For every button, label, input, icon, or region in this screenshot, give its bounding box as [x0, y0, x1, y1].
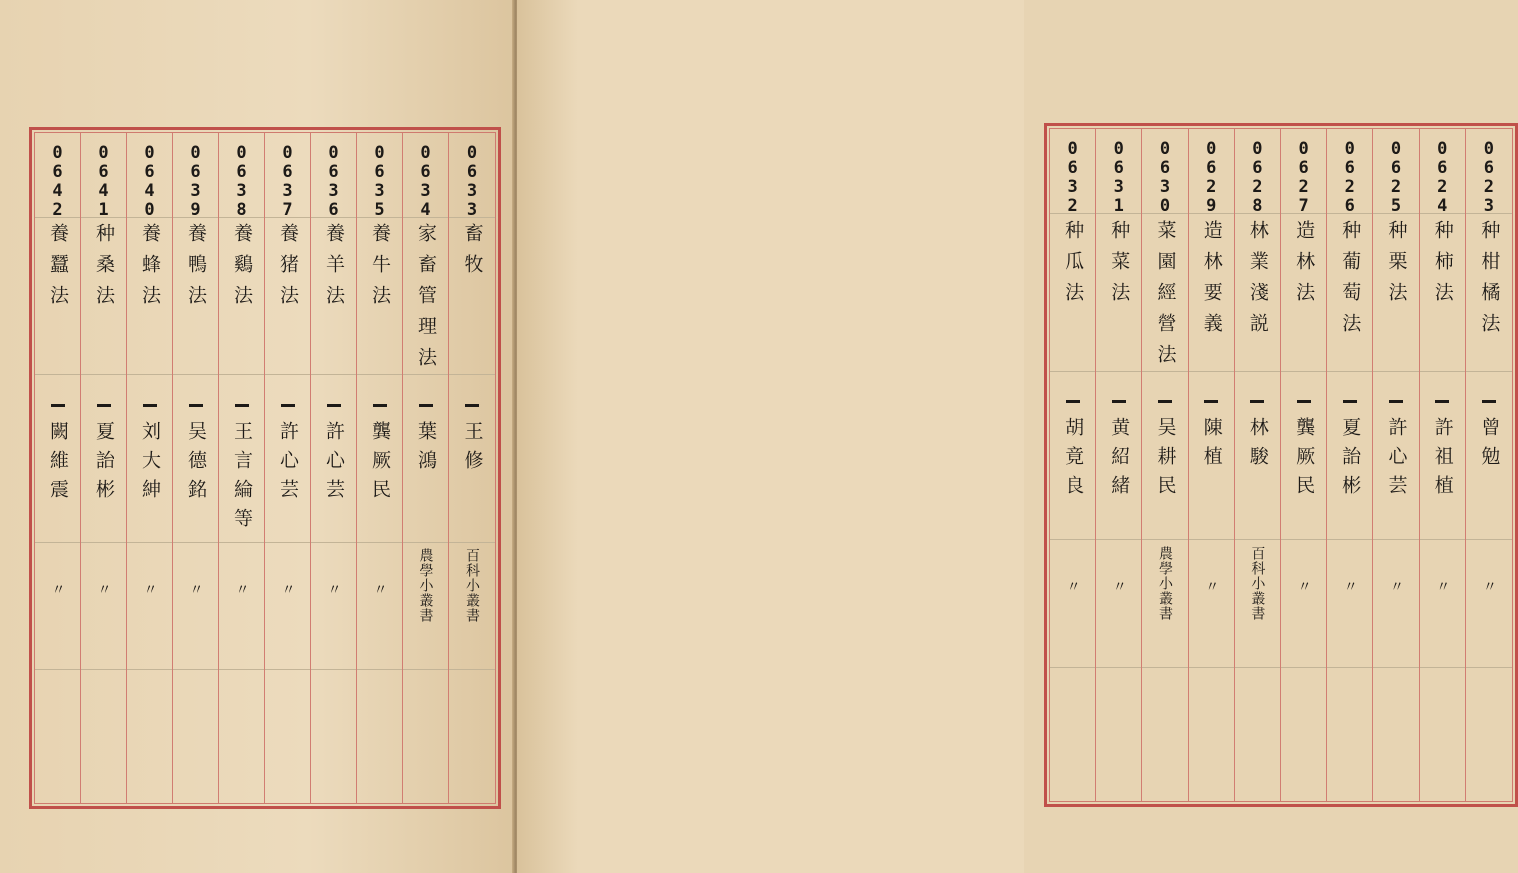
entry-title: 种栗法 — [1385, 219, 1408, 313]
entry-title-cell — [1189, 220, 1234, 344]
entry-title-cell — [173, 223, 218, 316]
entry-author: 胡竟良 — [1062, 417, 1085, 505]
entry-author: 許心芸 — [323, 420, 345, 508]
left-catalog-column — [403, 133, 449, 803]
entry-number-cell — [449, 143, 495, 219]
entry-series-note-cell — [1096, 579, 1141, 594]
entry-series-note: 〃 — [1480, 579, 1497, 595]
entry-author: 龔厥民 — [369, 420, 391, 508]
entry-author-cell — [1096, 384, 1141, 504]
entry-author-cell — [127, 388, 172, 508]
entry-number: 0630 — [1154, 139, 1175, 216]
entry-series-note-cell — [1327, 579, 1372, 594]
right-ruled-frame — [1044, 123, 1518, 807]
dash-mark — [1158, 400, 1172, 403]
entry-number-cell — [311, 143, 356, 219]
entry-title: 种柑橘法 — [1478, 219, 1501, 344]
entry-series-note: 〃 — [1295, 579, 1312, 595]
entry-author-cell — [1327, 384, 1372, 504]
right-catalog-column — [1189, 129, 1235, 801]
entry-number: 0627 — [1293, 139, 1314, 216]
right-frame-inner — [1049, 128, 1513, 802]
entry-author: 許心芸 — [1385, 417, 1408, 505]
entry-author: 夏詒彬 — [93, 420, 115, 508]
right-catalog-column — [1420, 129, 1466, 801]
entry-author-cell — [173, 388, 218, 508]
entry-author-cell — [1050, 384, 1095, 504]
entry-author-cell — [1373, 384, 1418, 504]
entry-number: 0634 — [415, 143, 436, 220]
entry-number: 0629 — [1201, 139, 1222, 216]
dash-mark — [235, 404, 249, 407]
entry-author-cell — [1420, 384, 1465, 504]
left-catalog-column — [219, 133, 265, 803]
entry-number-cell — [219, 143, 264, 219]
left-catalog-column — [35, 133, 81, 803]
entry-title-cell — [219, 223, 264, 316]
entry-title-cell — [1420, 220, 1465, 313]
entry-author: 龔厥民 — [1293, 417, 1316, 505]
right-catalog-column — [1281, 129, 1327, 801]
entry-number-cell — [81, 143, 126, 219]
entry-series-note-cell — [1420, 579, 1465, 594]
dash-mark — [51, 404, 65, 407]
entry-series-note-cell — [1373, 579, 1418, 594]
entry-title: 种菜法 — [1108, 219, 1131, 313]
entry-title-cell — [403, 223, 448, 378]
entry-series-note-cell — [1281, 579, 1326, 594]
entry-author: 王言綸等 — [231, 420, 253, 537]
entry-number: 0626 — [1339, 139, 1360, 216]
entry-title: 种柿法 — [1431, 219, 1454, 313]
dash-mark — [1066, 400, 1080, 403]
entry-title: 養鴨法 — [185, 223, 207, 317]
left-ruled-frame — [29, 127, 501, 809]
dash-mark — [419, 404, 433, 407]
right-catalog-column — [1096, 129, 1142, 801]
entry-title: 种瓜法 — [1062, 219, 1085, 313]
entry-series-note: 〃 — [1064, 579, 1081, 595]
entry-title-cell — [1050, 220, 1095, 313]
entry-series-note: 〃 — [371, 581, 388, 597]
right-catalog-column — [1327, 129, 1373, 801]
dash-mark — [97, 404, 111, 407]
dash-mark — [143, 404, 157, 407]
entry-number: 0633 — [462, 143, 482, 220]
entry-series-note-cell — [173, 582, 218, 597]
entry-series-note-cell — [1142, 546, 1187, 621]
entry-author: 陳植 — [1200, 417, 1223, 476]
left-catalog-column — [449, 133, 495, 803]
entry-series-note-cell — [1050, 579, 1095, 594]
entry-number: 0628 — [1247, 139, 1268, 216]
right-catalog-column — [1142, 129, 1188, 801]
entry-series-note-cell — [357, 582, 402, 597]
entry-series-note: 〃 — [141, 581, 158, 597]
entry-number: 0637 — [277, 143, 298, 220]
entry-number: 0639 — [185, 143, 206, 220]
entry-number: 0635 — [369, 143, 390, 220]
dash-mark — [189, 404, 203, 407]
entry-number: 0642 — [47, 143, 68, 220]
entry-author-cell — [1189, 384, 1234, 475]
entry-title: 家畜管理法 — [415, 223, 437, 379]
entry-author-cell — [219, 388, 264, 537]
entry-title-cell — [1466, 220, 1512, 344]
entry-series-note: 百科小叢書 — [464, 548, 480, 624]
entry-number-cell — [1466, 139, 1512, 215]
entry-number-cell — [357, 143, 402, 219]
entry-author-cell — [265, 388, 310, 508]
dash-mark — [465, 404, 479, 407]
entry-number: 0638 — [231, 143, 252, 220]
left-catalog-column — [127, 133, 173, 803]
entry-number-cell — [1142, 139, 1187, 215]
right-catalog-column — [1235, 129, 1281, 801]
entry-title: 養鷄法 — [231, 223, 253, 317]
entry-series-note: 百科小叢書 — [1249, 545, 1266, 621]
entry-author: 夏詒彬 — [1339, 417, 1362, 505]
left-frame-inner — [34, 132, 496, 804]
entry-author: 林駿 — [1246, 417, 1269, 476]
entry-number-cell — [1327, 139, 1372, 215]
entry-title-cell — [1096, 220, 1141, 313]
left-catalog-column — [265, 133, 311, 803]
entry-series-note-cell — [311, 582, 356, 597]
right-catalog-column — [1373, 129, 1419, 801]
entry-number-cell — [1189, 139, 1234, 215]
entry-series-note: 〃 — [233, 581, 250, 597]
right-catalog-column — [1466, 129, 1512, 801]
entry-number-cell — [1281, 139, 1326, 215]
entry-title-cell — [1235, 220, 1280, 344]
entry-series-note-cell — [219, 582, 264, 597]
entry-author-cell — [449, 388, 495, 479]
entry-author: 葉鴻 — [415, 420, 437, 479]
dash-mark — [327, 404, 341, 407]
entry-series-note-cell — [81, 582, 126, 597]
entry-number-cell — [1420, 139, 1465, 215]
entry-author: 闕維震 — [47, 420, 69, 508]
entry-author-cell — [311, 388, 356, 508]
entry-series-note: 農學小叢書 — [1156, 545, 1173, 621]
entry-series-note-cell — [403, 548, 448, 623]
right-catalog-column — [1050, 129, 1096, 801]
dash-mark — [1482, 400, 1496, 403]
entry-series-note: 〃 — [1203, 579, 1220, 595]
entry-author-cell — [35, 388, 80, 508]
entry-title-cell — [265, 223, 310, 316]
left-page — [0, 0, 514, 873]
entry-number-cell — [1096, 139, 1141, 215]
entry-author-cell — [1142, 384, 1187, 504]
entry-title-cell — [1142, 220, 1187, 375]
entry-series-note: 〃 — [49, 581, 66, 597]
left-catalog-column — [357, 133, 403, 803]
entry-author: 吴德銘 — [185, 420, 207, 508]
entry-series-note-cell — [1466, 579, 1512, 594]
entry-title: 种葡萄法 — [1339, 219, 1362, 344]
entry-author-cell — [1281, 384, 1326, 504]
entry-title-cell — [311, 223, 356, 316]
entry-author: 王修 — [461, 420, 484, 479]
left-catalog-column — [311, 133, 357, 803]
entry-number: 0640 — [139, 143, 160, 220]
entry-number: 0636 — [323, 143, 344, 220]
entry-title: 畜牧 — [461, 223, 484, 286]
entry-series-note-cell — [35, 582, 80, 597]
left-catalog-column — [173, 133, 219, 803]
entry-number: 0631 — [1108, 139, 1129, 216]
entry-series-note: 〃 — [1387, 579, 1404, 595]
entry-number-cell — [127, 143, 172, 219]
entry-series-note: 〃 — [95, 581, 112, 597]
entry-title-cell — [1327, 220, 1372, 344]
entry-author: 曾勉 — [1478, 417, 1501, 476]
entry-title-cell — [127, 223, 172, 316]
entry-title: 養牛法 — [369, 223, 391, 317]
dash-mark — [373, 404, 387, 407]
entry-author: 許祖植 — [1431, 417, 1454, 505]
entry-series-note: 〃 — [1110, 579, 1127, 595]
dash-mark — [1343, 400, 1357, 403]
entry-author: 吴耕民 — [1154, 417, 1177, 505]
entry-title: 林業淺説 — [1246, 219, 1269, 344]
entry-series-note-cell — [127, 582, 172, 597]
entry-series-note: 農學小叢書 — [417, 548, 434, 624]
entry-title: 菜園經營法 — [1154, 219, 1177, 375]
dash-mark — [1204, 400, 1218, 403]
dash-mark — [1112, 400, 1126, 403]
entry-title-cell — [1281, 220, 1326, 313]
right-page — [517, 0, 1501, 873]
entry-title: 養蠶法 — [47, 223, 69, 317]
dash-mark — [1435, 400, 1449, 403]
entry-number-cell — [265, 143, 310, 219]
entry-series-note: 〃 — [1434, 579, 1451, 595]
entry-author-cell — [1235, 384, 1280, 475]
left-catalog-column — [81, 133, 127, 803]
entry-title: 養蜂法 — [139, 223, 161, 317]
entry-title-cell — [81, 223, 126, 316]
entry-series-note-cell — [449, 548, 495, 623]
entry-number-cell — [1235, 139, 1280, 215]
entry-number-cell — [35, 143, 80, 219]
entry-title: 養羊法 — [323, 223, 345, 317]
entry-number: 0625 — [1385, 139, 1406, 216]
entry-title-cell — [449, 223, 495, 285]
entry-series-note-cell — [1189, 579, 1234, 594]
entry-series-note-cell — [1235, 546, 1280, 621]
entry-number: 0624 — [1432, 139, 1453, 216]
entry-number: 0632 — [1062, 139, 1083, 216]
entry-series-note: 〃 — [279, 581, 296, 597]
entry-title-cell — [1373, 220, 1418, 313]
entry-title: 造林法 — [1293, 219, 1316, 313]
entry-author-cell — [1466, 384, 1512, 475]
entry-title-cell — [35, 223, 80, 316]
entry-number-cell — [403, 143, 448, 219]
entry-title: 种桑法 — [93, 223, 115, 317]
entry-series-note: 〃 — [187, 581, 204, 597]
entry-number-cell — [173, 143, 218, 219]
dash-mark — [1297, 400, 1311, 403]
entry-series-note: 〃 — [1341, 579, 1358, 595]
entry-number: 0623 — [1478, 139, 1499, 216]
entry-author: 黄紹緒 — [1108, 417, 1131, 505]
entry-author-cell — [81, 388, 126, 508]
entry-number: 0641 — [93, 143, 114, 220]
entry-author-cell — [403, 388, 448, 479]
entry-number-cell — [1373, 139, 1418, 215]
entry-series-note: 〃 — [325, 581, 342, 597]
dash-mark — [1250, 400, 1264, 403]
entry-title: 造林要義 — [1200, 219, 1223, 344]
entry-title-cell — [357, 223, 402, 316]
entry-author: 許心芸 — [277, 420, 299, 508]
entry-number-cell — [1050, 139, 1095, 215]
dash-mark — [281, 404, 295, 407]
entry-author: 刘大紳 — [139, 420, 161, 508]
entry-author-cell — [357, 388, 402, 508]
entry-series-note-cell — [265, 582, 310, 597]
dash-mark — [1389, 400, 1403, 403]
entry-title: 養猪法 — [277, 223, 299, 317]
